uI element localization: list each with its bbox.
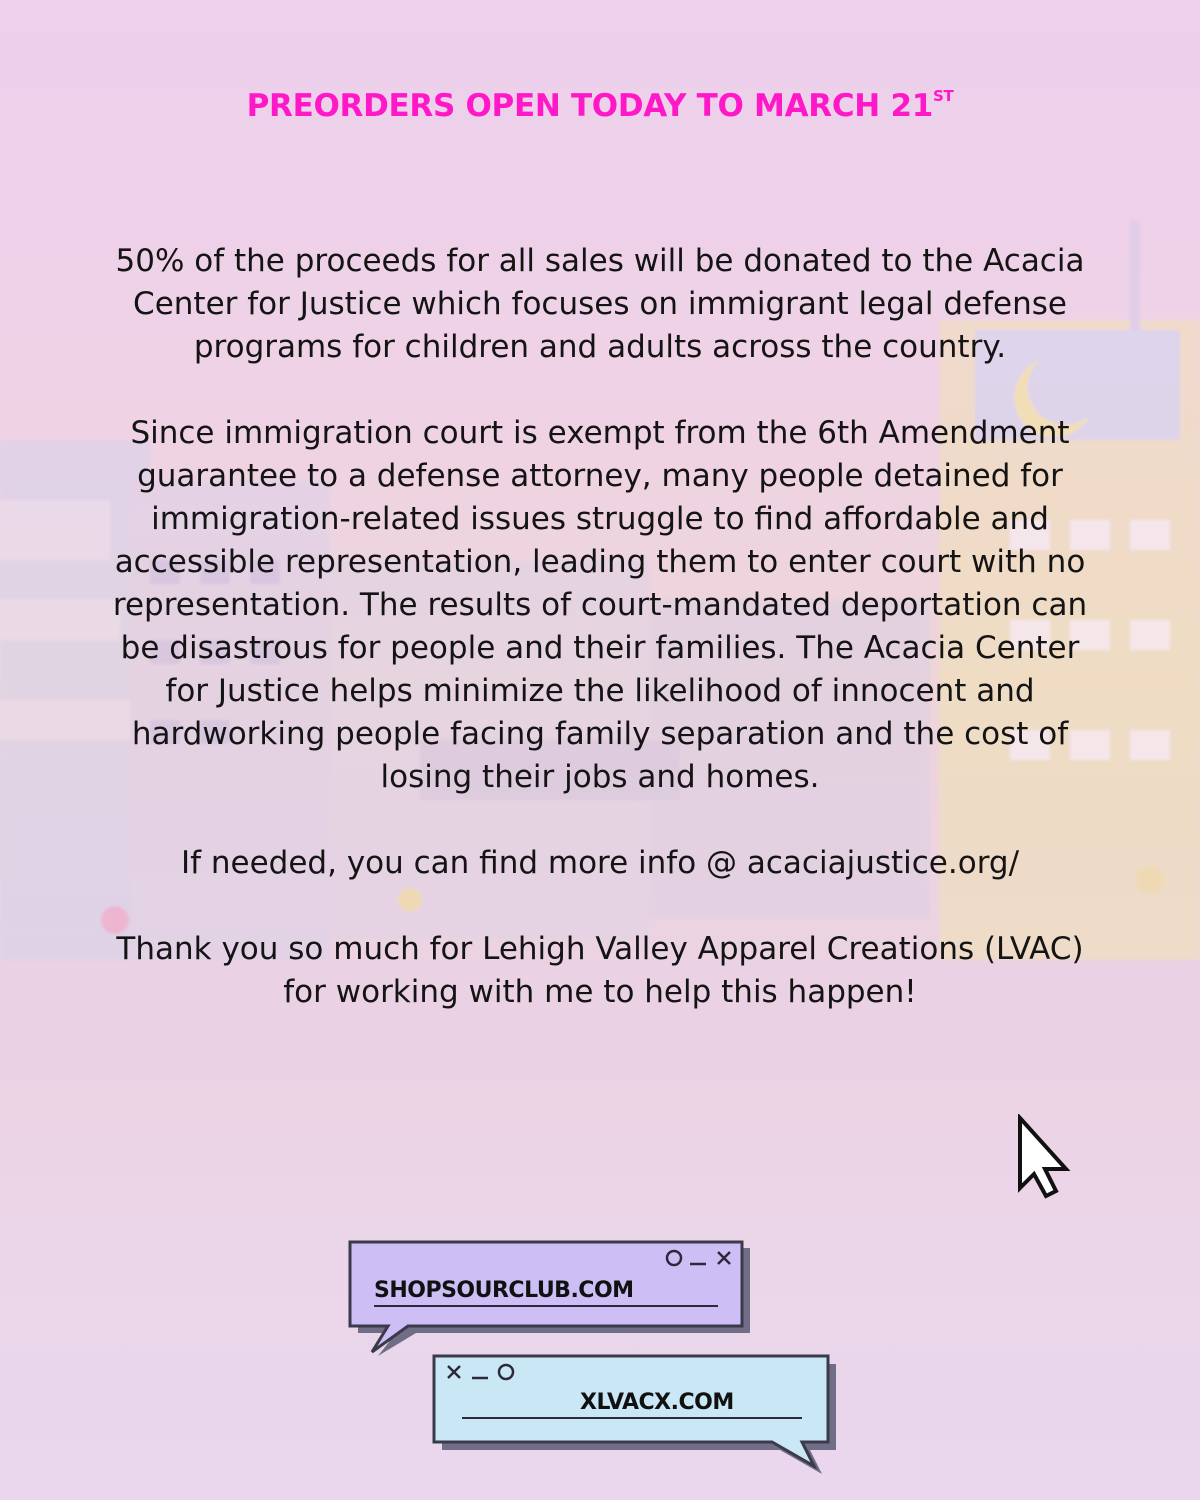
paragraph-donation: 50% of the proceeds for all sales will be donated to the Acacia Center for Justice which focuses on immigrant legal defense programs for children and adults across the country. — [115, 243, 1085, 365]
paragraph-immigration-court: Since immigration court is exempt from the 6th Amendment guarantee to a defense attorney, many people detained for immigration-related issues struggle to find affordable and accessible representation, leading them to enter court with no representation. The results of court-mandated deportation can be disastrous for people and their families. The Acacia Center for Justice helps minimize the likelihood of innocent and hardworking people facing family separation and the cost of losing their jobs and homes. — [112, 415, 1088, 795]
headline-text: PREORDERS OPEN TODAY TO MARCH 21 — [246, 88, 933, 124]
preorder-headline — [0, 88, 1200, 124]
lvac-bubble-shape — [430, 1352, 840, 1492]
paragraph-thank-you: Thank you so much for Lehigh Valley Apparel Creations (LVAC) for working with me to help this happen! — [116, 931, 1084, 1010]
body-text-block — [110, 240, 1090, 1057]
shop-url[interactable]: SHOPSOURCLUB.COM — [374, 1278, 634, 1303]
shop-link-bubble[interactable] — [346, 1238, 756, 1368]
headline-superscript: ST — [932, 86, 954, 105]
pixel-arrow-cursor-icon — [1014, 1114, 1076, 1200]
lvac-url[interactable]: XLVACX.COM — [580, 1390, 734, 1415]
paragraph-more-info: If needed, you can find more info @ acaciajustice.org/ — [180, 845, 1020, 881]
shop-bubble-shape — [346, 1238, 756, 1368]
lvac-link-bubble[interactable] — [430, 1352, 840, 1492]
